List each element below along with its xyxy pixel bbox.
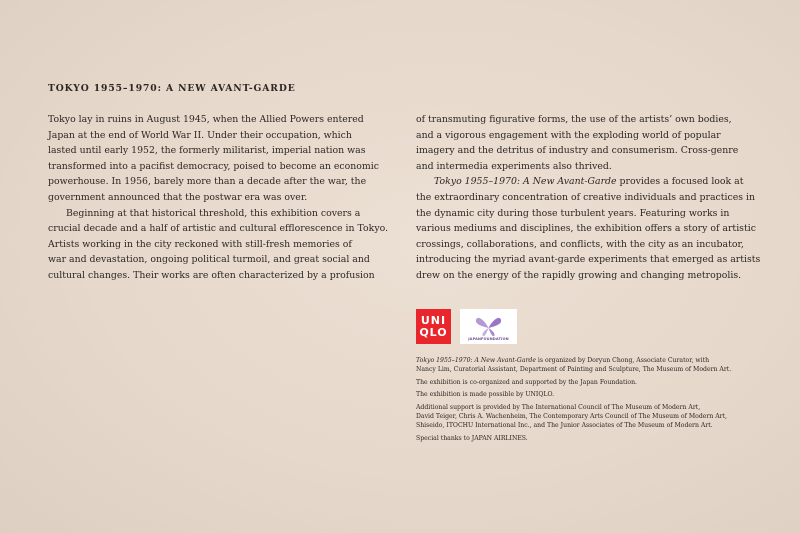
text-line: Artists working in the city reckoned with still-fresh memories of: [48, 238, 352, 250]
text-line: Japan at the end of World War II. Under their occupation, which: [48, 129, 352, 141]
credit-sponsor: [416, 391, 776, 400]
text-line: and a vigorous engagement with the exploding world of popular: [416, 129, 721, 141]
japan-foundation-logo: [460, 309, 517, 344]
text-line: and intermedia experiments also thrived.: [416, 160, 612, 172]
text-line: drew on the energy of the rapidly growing and changing metropolis.: [416, 269, 742, 281]
credit-organizers: [416, 357, 776, 375]
text-line: government announced that the postwar era was over.: [48, 191, 308, 203]
text-fragment: is organized by Doryun Chong, Associate Curator, with: [535, 357, 710, 364]
intro-paragraph-3: [416, 112, 764, 174]
intro-paragraph-4: [416, 174, 764, 283]
text-line: imagery and the detritus of industry and consumerism. Cross-genre: [416, 145, 739, 157]
uniqlo-logo-bottom-text: QLO: [419, 325, 448, 339]
credit-additional-support: [416, 404, 776, 430]
credit-special-thanks: [416, 435, 776, 444]
text-line: of transmuting figurative forms, the use of the artists’ own bodies,: [416, 114, 732, 125]
credit-co-organizer: [416, 379, 776, 388]
text-line: the dynamic city during those turbulent years. Featuring works in: [416, 207, 730, 219]
text-fragment: provides a focused look at: [616, 176, 744, 188]
text-line: Special thanks to JAPAN AIRLINES.: [416, 434, 528, 442]
uniqlo-logo-top-text: UNI: [420, 313, 447, 327]
text-line: David Teiger, Chris A. Wachenheim, The Contemporary Arts Council of The Museum of Modern Art,: [416, 412, 728, 420]
text-line: crucial decade and a half of artistic and cultural efflorescence in Tokyo.: [48, 223, 389, 235]
text-line: introducing the myriad avant-garde experiments that emerged as artists: [416, 254, 761, 266]
text-line: The exhibition is co-organized and supported by the Japan Foundation.: [416, 378, 637, 386]
intro-text-left-column: [48, 112, 398, 284]
text-line: The exhibition is made possible by UNIQLO.: [416, 391, 555, 399]
text-line: various mediums and disciplines, the exhibition offers a story of artistic: [416, 223, 756, 235]
text-line: Nancy Lim, Curatorial Assistant, Department of Painting and Sculpture, The Museum of Modern Art.: [416, 365, 732, 373]
text-line: transformed into a pacifist democracy, poised to become an economic: [48, 160, 380, 172]
intro-text-right-column: [416, 112, 764, 284]
text-line: cultural changes. Their works are often characterized by a profusion: [48, 269, 375, 281]
exhibition-credits: [416, 357, 776, 447]
text-line: lasted until early 1952, the formerly militarist, imperial nation was: [48, 145, 366, 157]
text-line: Shiseido, ITOCHU International Inc., and The Junior Associates of The Museum of Modern Art.: [416, 421, 713, 429]
text-line: Additional support is provided by The International Council of The Museum of Modern Art,: [416, 404, 701, 412]
text-line: Tokyo lay in ruins in August 1945, when the Allied Powers entered: [48, 114, 364, 125]
text-line: [416, 357, 776, 366]
japan-foundation-wordmark: JAPANFOUNDATION: [468, 337, 509, 341]
text-line: war and devastation, ongoing political turmoil, and great social and: [48, 254, 370, 266]
exhibition-title-italic: Tokyo 1955–1970: A New Avant-Garde: [434, 176, 617, 188]
exhibition-title-italic: Tokyo 1955–1970: A New Avant-Garde: [416, 357, 536, 364]
text-line: powerhouse. In 1956, barely more than a decade after the war, the: [48, 176, 367, 188]
intro-paragraph-1: [48, 112, 398, 206]
uniqlo-logo: [416, 309, 451, 344]
text-line: the extraordinary concentration of creative individuals and practices in: [416, 191, 756, 203]
text-line: [416, 174, 764, 190]
text-line: crossings, collaborations, and conflicts, with the city as an incubator,: [416, 238, 744, 250]
intro-paragraph-2: [48, 206, 398, 284]
text-line: Beginning at that historical threshold, this exhibition covers a: [66, 207, 361, 219]
exhibition-title: TOKYO 1955–1970: A NEW AVANT-GARDE: [48, 83, 296, 94]
